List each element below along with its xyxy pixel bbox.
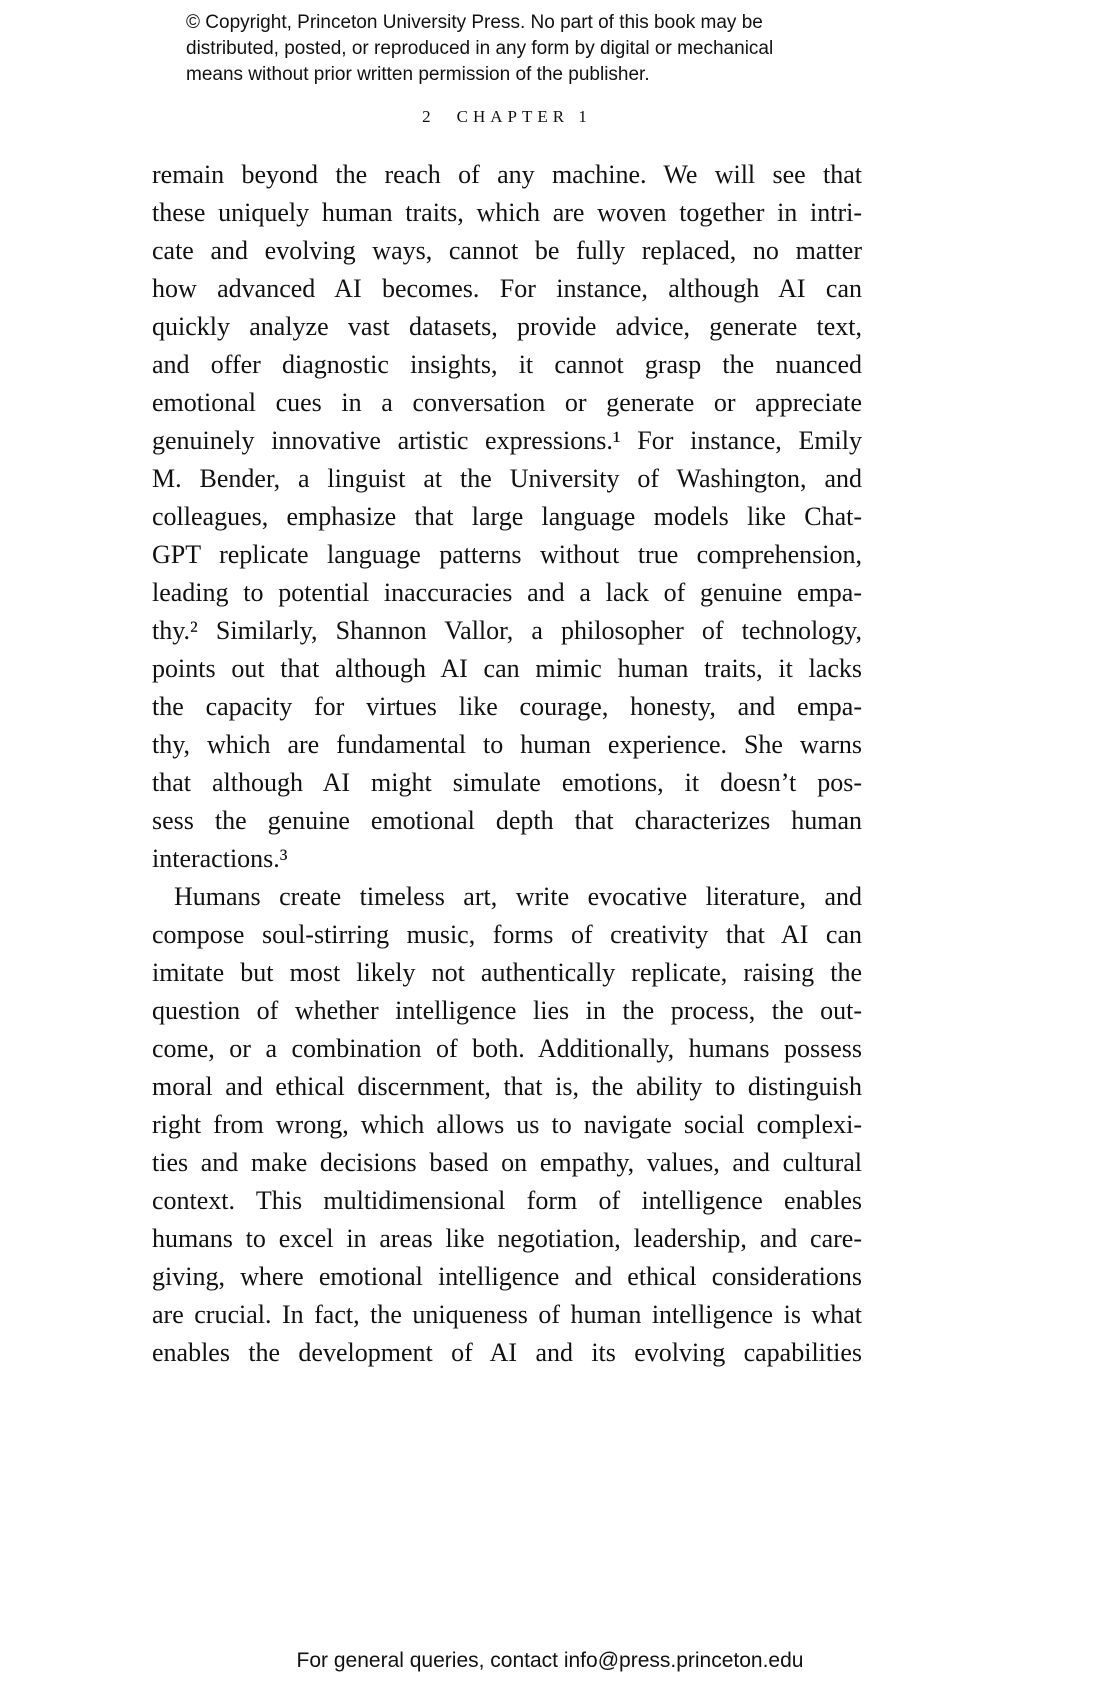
body-line: genuinely innovative artistic expressions.¹ For instance, Emily xyxy=(152,426,862,455)
body-line: imitate but most likely not authentically replicate, raising the xyxy=(152,958,862,987)
body-line: right from wrong, which allows us to navigate social complexi- xyxy=(152,1110,862,1139)
body-line: giving, where emotional intelligence and ethical considerations xyxy=(152,1262,862,1291)
body-line: thy.² Similarly, Shannon Vallor, a philosopher of technology, xyxy=(152,616,862,645)
body-line: that although AI might simulate emotions, it doesn’t pos- xyxy=(152,768,862,797)
body-text xyxy=(152,156,862,1372)
copyright-line: means without prior written permission of the publisher. xyxy=(186,64,650,85)
body-line: ties and make decisions based on empathy, values, and cultural xyxy=(152,1148,862,1177)
page-number: 2 xyxy=(422,107,433,126)
body-line: context. This multidimensional form of intelligence enables xyxy=(152,1186,862,1215)
body-line: Humans create timeless art, write evocative literature, and xyxy=(174,882,862,911)
body-line: question of whether intelligence lies in the process, the out- xyxy=(152,996,862,1025)
footer-contact-note: For general queries, contact info@press.princeton.edu xyxy=(296,1649,804,1672)
body-line: come, or a combination of both. Additionally, humans possess xyxy=(152,1034,862,1063)
body-line: interactions.³ xyxy=(152,844,288,873)
body-line: moral and ethical discernment, that is, the ability to distinguish xyxy=(152,1072,862,1101)
chapter-label: CHAPTER 1 xyxy=(456,107,592,126)
body-line: enables the development of AI and its evolving capabilities xyxy=(152,1338,862,1367)
body-line: cate and evolving ways, cannot be fully replaced, no matter xyxy=(152,236,862,265)
body-line: how advanced AI becomes. For instance, although AI can xyxy=(152,274,862,303)
body-line: the capacity for virtues like courage, honesty, and empa- xyxy=(152,692,862,721)
body-line: quickly analyze vast datasets, provide advice, generate text, xyxy=(152,312,862,341)
body-line: compose soul-stirring music, forms of creativity that AI can xyxy=(152,920,862,949)
body-line: remain beyond the reach of any machine. We will see that xyxy=(152,160,862,189)
body-line: M. Bender, a linguist at the University of Washington, and xyxy=(152,464,862,493)
running-head xyxy=(152,105,862,129)
body-line: these uniquely human traits, which are woven together in intri- xyxy=(152,198,862,227)
body-line: emotional cues in a conversation or generate or appreciate xyxy=(152,388,862,417)
body-line: GPT replicate language patterns without true comprehension, xyxy=(152,540,862,569)
copyright-notice xyxy=(186,10,773,88)
body-line: are crucial. In fact, the uniqueness of human intelligence is what xyxy=(152,1300,862,1329)
body-line: thy, which are fundamental to human experience. She warns xyxy=(152,730,862,759)
paragraph xyxy=(152,156,862,878)
body-line: points out that although AI can mimic human traits, it lacks xyxy=(152,654,862,683)
body-line: humans to excel in areas like negotiation, leadership, and care- xyxy=(152,1224,862,1253)
body-line: leading to potential inaccuracies and a lack of genuine empa- xyxy=(152,578,862,607)
copyright-line: distributed, posted, or reproduced in any form by digital or mechanical xyxy=(186,38,774,59)
body-line: and offer diagnostic insights, it cannot grasp the nuanced xyxy=(152,350,862,379)
body-line: sess the genuine emotional depth that characterizes human xyxy=(152,806,862,835)
paragraph xyxy=(152,878,862,1372)
copyright-line: © Copyright, Princeton University Press. No part of this book may be xyxy=(186,12,763,33)
body-line: colleagues, emphasize that large language models like Chat- xyxy=(152,502,862,531)
